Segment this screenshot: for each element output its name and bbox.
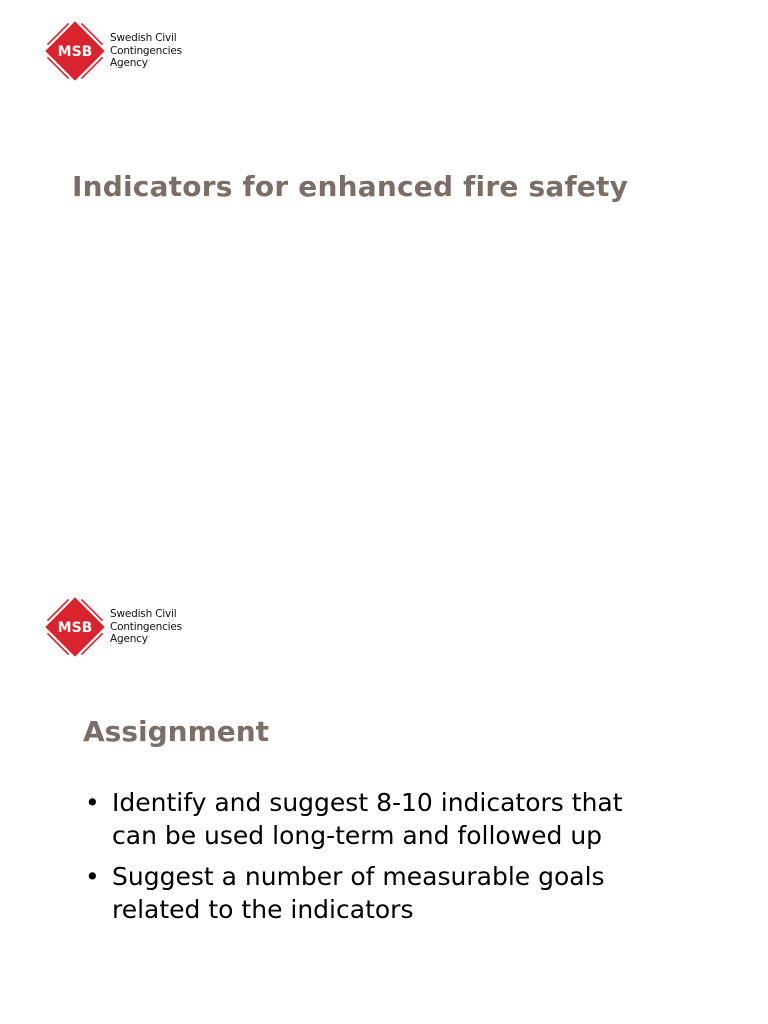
slide-title: Assignment (83, 715, 270, 748)
assignment-slide (0, 576, 768, 1024)
logo-agency-name: Swedish Civil Contingencies Agency (110, 32, 182, 70)
bullet-dot-icon: • (85, 862, 100, 891)
svg-text:MSB: MSB (57, 620, 93, 636)
bullet-dot-icon: • (85, 788, 100, 817)
svg-text:MSB: MSB (57, 44, 93, 60)
msb-logo (44, 596, 182, 658)
msb-logo (44, 20, 182, 82)
bullet-item: • Suggest a number of measurable goals related to the indicators (85, 862, 605, 924)
slide-title: Indicators for enhanced fire safety (72, 170, 629, 203)
logo-agency-name: Swedish Civil Contingencies Agency (110, 608, 182, 646)
msb-logo-mark-icon (44, 20, 106, 82)
msb-logo-mark-icon (44, 596, 106, 658)
bullet-item: • Identify and suggest 8-10 indicators that can be used long-term and followed up (85, 788, 623, 850)
bullet-list (83, 786, 723, 934)
